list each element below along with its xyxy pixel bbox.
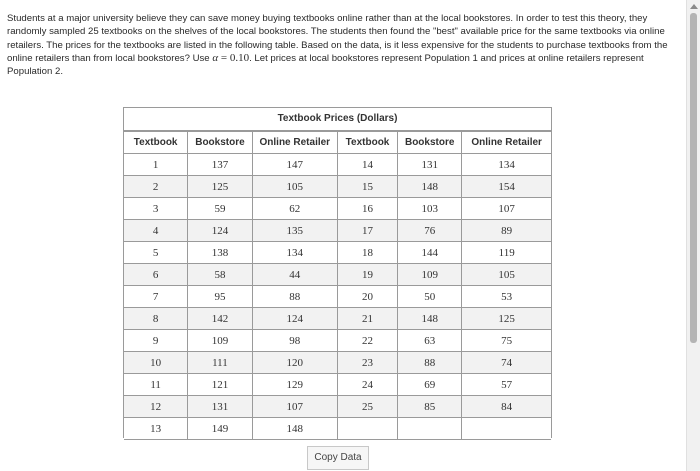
cell-textbook: 12 bbox=[124, 396, 188, 418]
cell-online-retailer-2: 57 bbox=[462, 374, 551, 396]
cell-textbook-2: 21 bbox=[337, 308, 397, 330]
cell-bookstore-2: 144 bbox=[398, 242, 462, 264]
table-row bbox=[124, 176, 551, 198]
cell-bookstore-2: 148 bbox=[398, 308, 462, 330]
table-row bbox=[124, 198, 551, 220]
cell-online-retailer-2 bbox=[462, 418, 551, 440]
table-row bbox=[124, 264, 551, 286]
cell-textbook-2: 16 bbox=[337, 198, 397, 220]
cell-online-retailer-2: 125 bbox=[462, 308, 551, 330]
cell-textbook-2: 14 bbox=[337, 154, 397, 176]
cell-textbook-2 bbox=[337, 418, 397, 440]
cell-online-retailer: 62 bbox=[252, 198, 337, 220]
question-text-part1: Students at a major university believe they can save money buying textbooks online rather than at the local bookstores. In order to test this theory, they randomly sampled 25 textbooks on the shelves of the local bookstores. The students then found the "best" available price for the same textbooks via online retailers. The prices for the textbooks are listed in the following table. Based on the data, is it less expensive for the students to purchase textbooks from the online retailers than from local bookstores? Use bbox=[7, 13, 668, 64]
cell-online-retailer-2: 53 bbox=[462, 286, 551, 308]
cell-bookstore-2: 63 bbox=[398, 330, 462, 352]
table-body bbox=[124, 154, 551, 440]
cell-textbook-2: 17 bbox=[337, 220, 397, 242]
cell-bookstore-2: 69 bbox=[398, 374, 462, 396]
cell-online-retailer: 129 bbox=[252, 374, 337, 396]
cell-online-retailer-2: 105 bbox=[462, 264, 551, 286]
cell-bookstore: 142 bbox=[188, 308, 252, 330]
cell-bookstore: 59 bbox=[188, 198, 252, 220]
cell-online-retailer-2: 154 bbox=[462, 176, 551, 198]
cell-bookstore: 137 bbox=[188, 154, 252, 176]
cell-online-retailer: 44 bbox=[252, 264, 337, 286]
cell-bookstore: 109 bbox=[188, 330, 252, 352]
cell-textbook: 8 bbox=[124, 308, 188, 330]
question-text-part2: . Let prices at local bookstores represent Population 1 and prices at online retailers represent Population 2. bbox=[7, 52, 644, 78]
cell-online-retailer: 120 bbox=[252, 352, 337, 374]
cell-bookstore-2: 131 bbox=[398, 154, 462, 176]
cell-online-retailer: 135 bbox=[252, 220, 337, 242]
table-row bbox=[124, 352, 551, 374]
cell-bookstore-2: 50 bbox=[398, 286, 462, 308]
cell-online-retailer: 134 bbox=[252, 242, 337, 264]
cell-online-retailer: 88 bbox=[252, 286, 337, 308]
cell-bookstore: 131 bbox=[188, 396, 252, 418]
table-row bbox=[124, 374, 551, 396]
cell-bookstore: 111 bbox=[188, 352, 252, 374]
cell-textbook: 7 bbox=[124, 286, 188, 308]
cell-online-retailer: 148 bbox=[252, 418, 337, 440]
cell-bookstore-2: 88 bbox=[398, 352, 462, 374]
table-row bbox=[124, 396, 551, 418]
cell-textbook-2: 15 bbox=[337, 176, 397, 198]
cell-online-retailer-2: 134 bbox=[462, 154, 551, 176]
cell-textbook: 2 bbox=[124, 176, 188, 198]
header-textbook: Textbook bbox=[124, 132, 188, 154]
cell-bookstore: 95 bbox=[188, 286, 252, 308]
table-row bbox=[124, 154, 551, 176]
cell-online-retailer: 98 bbox=[252, 330, 337, 352]
alpha-symbol: α bbox=[212, 51, 219, 64]
cell-bookstore: 124 bbox=[188, 220, 252, 242]
cell-textbook-2: 18 bbox=[337, 242, 397, 264]
question-text bbox=[7, 12, 679, 78]
cell-textbook: 13 bbox=[124, 418, 188, 440]
cell-online-retailer: 105 bbox=[252, 176, 337, 198]
cell-textbook-2: 25 bbox=[337, 396, 397, 418]
table-row bbox=[124, 242, 551, 264]
cell-textbook: 4 bbox=[124, 220, 188, 242]
cell-textbook: 1 bbox=[124, 154, 188, 176]
cell-online-retailer: 124 bbox=[252, 308, 337, 330]
table-row bbox=[124, 330, 551, 352]
table-row bbox=[124, 308, 551, 330]
cell-bookstore-2: 148 bbox=[398, 176, 462, 198]
cell-textbook: 10 bbox=[124, 352, 188, 374]
alpha-value: 0.10 bbox=[229, 51, 250, 64]
cell-bookstore: 138 bbox=[188, 242, 252, 264]
table-row bbox=[124, 220, 551, 242]
scrollbar-thumb[interactable] bbox=[690, 13, 697, 343]
cell-textbook-2: 24 bbox=[337, 374, 397, 396]
cell-online-retailer: 147 bbox=[252, 154, 337, 176]
cell-online-retailer-2: 84 bbox=[462, 396, 551, 418]
cell-bookstore: 149 bbox=[188, 418, 252, 440]
header-textbook-2: Textbook bbox=[337, 132, 397, 154]
cell-textbook: 11 bbox=[124, 374, 188, 396]
cell-bookstore-2: 76 bbox=[398, 220, 462, 242]
cell-online-retailer: 107 bbox=[252, 396, 337, 418]
cell-online-retailer-2: 89 bbox=[462, 220, 551, 242]
cell-online-retailer-2: 75 bbox=[462, 330, 551, 352]
vertical-scrollbar[interactable] bbox=[686, 0, 700, 471]
cell-textbook-2: 23 bbox=[337, 352, 397, 374]
table-caption: Textbook Prices (Dollars) bbox=[124, 108, 551, 131]
cell-bookstore-2 bbox=[398, 418, 462, 440]
copy-data-button[interactable]: Copy Data bbox=[307, 446, 369, 470]
table-row bbox=[124, 418, 551, 440]
header-bookstore-2: Bookstore bbox=[398, 132, 462, 154]
cell-bookstore: 125 bbox=[188, 176, 252, 198]
cell-bookstore-2: 85 bbox=[398, 396, 462, 418]
header-online-retailer: Online Retailer bbox=[252, 132, 337, 154]
cell-textbook-2: 22 bbox=[337, 330, 397, 352]
cell-textbook: 5 bbox=[124, 242, 188, 264]
cell-online-retailer-2: 74 bbox=[462, 352, 551, 374]
cell-textbook: 3 bbox=[124, 198, 188, 220]
scroll-up-arrow-icon[interactable] bbox=[690, 4, 698, 9]
cell-bookstore-2: 103 bbox=[398, 198, 462, 220]
cell-online-retailer-2: 119 bbox=[462, 242, 551, 264]
cell-bookstore-2: 109 bbox=[398, 264, 462, 286]
cell-bookstore: 121 bbox=[188, 374, 252, 396]
cell-textbook: 6 bbox=[124, 264, 188, 286]
cell-bookstore: 58 bbox=[188, 264, 252, 286]
table-header-row bbox=[124, 132, 551, 154]
table-row bbox=[124, 286, 551, 308]
cell-textbook-2: 19 bbox=[337, 264, 397, 286]
textbook-prices-table bbox=[124, 108, 551, 440]
cell-online-retailer-2: 107 bbox=[462, 198, 551, 220]
header-online-retailer-2: Online Retailer bbox=[462, 132, 551, 154]
header-bookstore: Bookstore bbox=[188, 132, 252, 154]
alpha-equals: = bbox=[218, 51, 230, 64]
textbook-prices-table-container bbox=[123, 107, 552, 438]
cell-textbook: 9 bbox=[124, 330, 188, 352]
cell-textbook-2: 20 bbox=[337, 286, 397, 308]
